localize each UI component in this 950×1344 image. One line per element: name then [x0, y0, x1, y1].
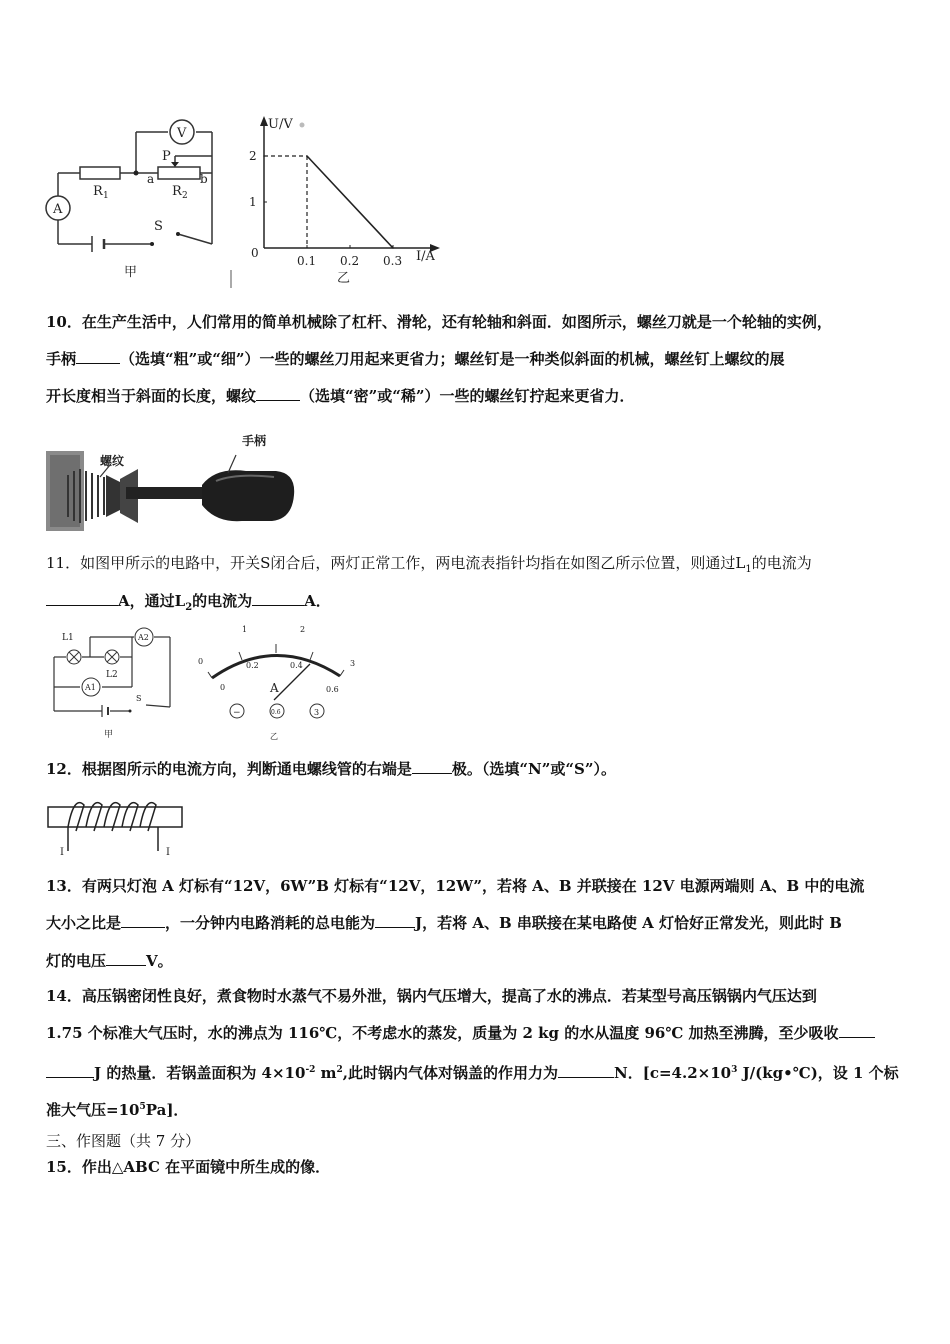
ammeter-label: A	[53, 202, 63, 217]
q13-blank-2[interactable]	[375, 913, 415, 928]
q11-line1-end: 的电流为	[751, 554, 812, 572]
q13-blank-1[interactable]	[121, 913, 165, 928]
q14-line2-a: 1.75 个标准大气压时，水的沸点为 116℃，不考虑水的蒸发，质量为 2 kg 的水从温度 96℃ 加热至沸腾，至少吸收	[46, 1024, 839, 1042]
dial-bottom-0: 0	[220, 683, 226, 692]
terminal-neg: −	[233, 708, 241, 718]
x-tick-label-2: 0.3	[383, 254, 403, 268]
q10-line3-a: 开长度相当于斜面的长度，螺纹	[46, 387, 257, 405]
q9-ui-graph	[240, 112, 450, 287]
q10-line1: 10．在生产生活中，人们常用的简单机械除了杠杆、滑轮，还有轮轴和斜面．如图所示，螺丝刀就是一个轮轴的实例，	[46, 313, 832, 331]
r1-label: R	[93, 184, 103, 199]
node-a-label: a	[147, 172, 155, 186]
slider-p-label: P	[162, 149, 171, 164]
q14-line3	[46, 1060, 899, 1083]
q13-line3	[46, 951, 173, 971]
series-line-0	[307, 156, 393, 248]
node-b-label: b	[200, 172, 208, 186]
solenoid-current-left: I	[60, 847, 64, 858]
q13-line2-b: ，一分钟内电路消耗的总电能为	[165, 914, 376, 932]
screwdriver-label-handle: 手柄	[242, 434, 267, 448]
q13-line2	[46, 913, 842, 933]
y-axis-label: U/V	[268, 117, 293, 132]
q12-line	[46, 759, 616, 779]
q9-circuit-diagram	[40, 118, 225, 288]
q13-line3-a: 灯的电压	[46, 952, 107, 970]
dial-bottom-2: 0.4	[290, 661, 303, 670]
q12-text-b: 极。（选填“N”或“S”）。	[451, 760, 616, 778]
q11-ammeter-dial	[190, 620, 370, 745]
r1-sub: 1	[103, 191, 109, 201]
q11-blank-2[interactable]	[252, 591, 304, 606]
q14-sup-2: 2	[336, 1065, 343, 1075]
q11-line1	[46, 553, 812, 580]
x-tick-label-1: 0.2	[340, 254, 360, 268]
q14-line3-d: N．[c=4.2×10	[614, 1064, 732, 1082]
q14-line4-a: 准大气压=10	[46, 1101, 140, 1119]
circuit-caption: 甲	[124, 265, 138, 280]
dial-top-3: 3	[350, 659, 356, 668]
q11-l2-label: L2	[106, 670, 118, 680]
q14-sup-3: 3	[731, 1065, 738, 1075]
q14-line1: 14．高压锅密闭性良好，煮食物时水蒸气不易外泄，锅内气压增大，提高了水的沸点．若某型号高压锅锅内气压达到	[46, 987, 817, 1005]
terminal-3: 3	[314, 708, 320, 717]
q14-blank-1b[interactable]	[46, 1063, 94, 1078]
solenoid-figure	[46, 795, 186, 865]
y-tick-label-1: 1	[249, 195, 257, 209]
q11-line1-text: 11．如图甲所示的电路中，开关S闭合后，两灯正常工作，两电流表指针均指在如图乙所示位置，则通过L	[46, 554, 746, 572]
q11-circuit-caption: 甲	[104, 730, 114, 740]
dial-unit: A	[270, 681, 279, 695]
q15-text: 15．作出△ABC 在平面镜中所生成的像．	[46, 1158, 331, 1176]
q13-blank-3[interactable]	[106, 951, 146, 966]
q14-line3-c: ,此时锅内气体对锅盖的作用力为	[342, 1064, 559, 1082]
separator-mark	[228, 268, 234, 290]
q14-line3-b: m	[315, 1064, 337, 1082]
x-axis-label: I/A	[416, 249, 435, 264]
screwdriver-figure	[46, 425, 306, 535]
dial-caption: 乙	[270, 732, 278, 741]
q14-sup-1: -2	[305, 1065, 316, 1075]
q14-blank-2[interactable]	[558, 1063, 614, 1078]
q14-line4	[46, 1097, 188, 1120]
r2-label: R	[172, 184, 182, 199]
q10-line2-b: （选填“粗”或“细”）一些的螺丝刀用起来更省力；螺丝钉是一种类似斜面的机械，螺丝钉上螺纹的展	[120, 350, 785, 368]
dial-bottom-1: 0.2	[246, 661, 259, 670]
q10-line2	[46, 349, 785, 369]
graph-axes	[264, 120, 436, 248]
terminal-0-6: 0.6	[271, 709, 281, 716]
r2-sub: 2	[182, 191, 188, 201]
q10-blank-1[interactable]	[76, 349, 120, 364]
dial-bottom-3: 0.6	[326, 685, 339, 694]
q10-line3-b: （选填“密”或“稀”）一些的螺丝钉拧起来更省力．	[300, 387, 635, 405]
origin-label: 0	[251, 246, 259, 260]
q11-line2	[46, 591, 331, 618]
q11-circuit-diagram	[46, 625, 186, 745]
voltmeter-label: V	[177, 126, 187, 141]
section-3-title: 三、作图题（共 7 分）	[46, 1132, 201, 1150]
q14-line2	[46, 1023, 875, 1043]
q13-line2-c: J，若将 A、B 串联接在某电路使 A 灯恰好正常发光，则此时 B	[415, 914, 842, 932]
y-tick-label-0: 2	[249, 149, 257, 163]
q14-line3-a: J 的热量．若锅盖面积为 4×10	[94, 1064, 306, 1082]
q14-line3-e: J/(kg•℃)，设 1 个标	[737, 1064, 899, 1082]
q11-blank-1[interactable]	[46, 591, 118, 606]
data-point-1	[306, 155, 308, 157]
q11-line1-sub: 1	[745, 564, 752, 575]
q14-sup-4: 5	[139, 1102, 146, 1112]
q10-blank-2[interactable]	[256, 386, 300, 401]
q11-a1-label: A1	[85, 683, 96, 692]
q14-line4-b: Pa]．	[145, 1101, 189, 1119]
switch-label: S	[154, 219, 163, 234]
q11-line2-a: A，通过L	[118, 592, 186, 610]
q13-line1: 13．有两只灯泡 A 灯标有“12V，6W”B 灯标有“12V，12W”，若将 A、B 并联接在 12V 电源两端则 A、B 中的电流	[46, 877, 865, 895]
dial-top-1: 1	[242, 625, 248, 634]
q11-line2-c: A．	[304, 592, 331, 610]
q12-text-a: 12．根据图所示的电流方向，判断通电螺线管的右端是	[46, 760, 412, 778]
q11-l1-label: L1	[62, 633, 74, 643]
x-tick-label-0: 0.1	[297, 254, 317, 268]
screwdriver-label-thread: 螺纹	[100, 454, 125, 468]
q10-line3	[46, 386, 635, 406]
q10-line2-a: 手柄	[46, 350, 77, 368]
graph-caption: 乙	[337, 271, 351, 286]
q12-blank[interactable]	[412, 759, 452, 774]
solenoid-current-right: I	[166, 847, 170, 858]
q14-blank-1a[interactable]	[839, 1023, 875, 1038]
q13-line3-b: V。	[146, 952, 173, 970]
q11-line2-sub: 2	[185, 602, 193, 613]
dial-top-0: 0	[198, 657, 204, 666]
dial-top-2: 2	[300, 625, 306, 634]
q11-switch-label: S	[136, 694, 142, 703]
q13-line2-a: 大小之比是	[46, 914, 122, 932]
q11-line2-b: 的电流为	[192, 592, 253, 610]
q11-a2-label: A2	[138, 633, 149, 642]
